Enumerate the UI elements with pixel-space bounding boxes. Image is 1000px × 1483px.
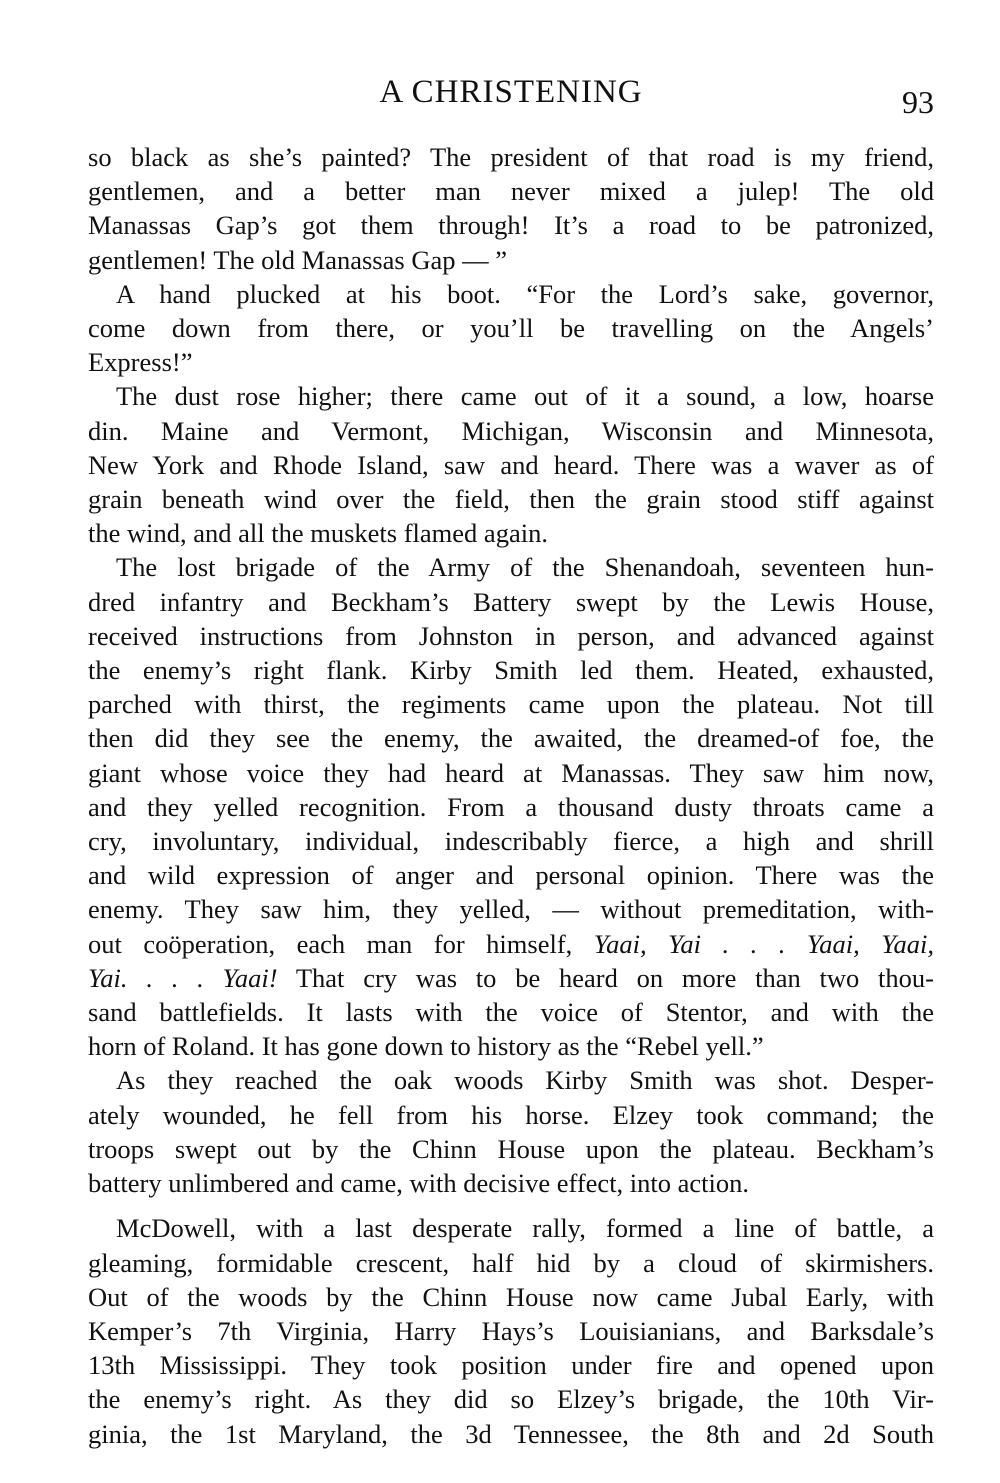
text-line: sand battlefields. It lasts with the voice of Stentor, and with the bbox=[88, 997, 934, 1028]
text-line: horn of Roland. It has gone down to history as the “Rebel yell.” bbox=[88, 1031, 764, 1062]
italic-yell: Yaai, Yai . . . Yaai, Yaai, bbox=[593, 928, 935, 959]
text-line: giant whose voice they had heard at Manassas. They saw him now, bbox=[88, 757, 934, 788]
text-line: then did they see the enemy, the awaited, the dreamed-of foe, the bbox=[88, 723, 934, 754]
text-line: A hand plucked at his boot. “For the Lord’s sake, governor, bbox=[116, 278, 934, 309]
text-line: din. Maine and Vermont, Michigan, Wisconsin and Minnesota, bbox=[88, 415, 934, 446]
text-line: The lost brigade of the Army of the Shenandoah, seventeen hun- bbox=[116, 552, 934, 583]
text-line: Express!” bbox=[88, 347, 193, 378]
body-text bbox=[88, 140, 934, 1451]
text-line bbox=[88, 961, 934, 995]
text-line: troops swept out by the Chinn House upon the plateau. Beckham’s bbox=[88, 1133, 934, 1164]
running-header bbox=[88, 72, 934, 122]
text-line: parched with thirst, the regiments came upon the plateau. Not till bbox=[88, 689, 934, 720]
text-line: Manassas Gap’s got them through! It’s a road to be patronized, bbox=[88, 210, 934, 241]
text-line: McDowell, with a last desperate rally, formed a line of battle, a bbox=[116, 1213, 934, 1244]
text-line: the enemy’s right. As they did so Elzey’s brigade, the 10th Vir- bbox=[88, 1384, 934, 1415]
italic-yell: Yai. . . . Yaai! bbox=[88, 962, 278, 993]
text-line: gleaming, formidable crescent, half hid by a cloud of skirmishers. bbox=[88, 1247, 934, 1278]
text-line: Kemper’s 7th Virginia, Harry Hays’s Louisianians, and Barksdale’s bbox=[88, 1315, 934, 1346]
text-line: grain beneath wind over the field, then the grain stood stiff against bbox=[88, 484, 934, 515]
text-line: enemy. They saw him, they yelled, — without premeditation, with- bbox=[88, 894, 934, 925]
text-span: out coöperation, each man for himself, bbox=[88, 928, 594, 959]
text-line: come down from there, or you’ll be travelling on the Angels’ bbox=[88, 313, 934, 344]
text-line: cry, involuntary, individual, indescribably fierce, a high and shrill bbox=[88, 826, 934, 857]
text-line: The dust rose higher; there came out of it a sound, a low, hoarse bbox=[116, 381, 934, 412]
text-line: and wild expression of anger and personal opinion. There was the bbox=[88, 860, 934, 891]
text-line: 13th Mississippi. They took position under fire and opened upon bbox=[88, 1350, 934, 1381]
text-line: so black as she’s painted? The president of that road is my friend, bbox=[88, 142, 934, 172]
text-line: the enemy’s right flank. Kirby Smith led them. Heated, exhausted, bbox=[88, 655, 934, 686]
text-line: battery unlimbered and came, with decisive effect, into action. bbox=[88, 1168, 750, 1199]
chapter-title: A CHRISTENING bbox=[379, 74, 643, 110]
text-line: and they yelled recognition. From a thousand dusty throats came a bbox=[88, 791, 934, 822]
text-line: New York and Rhode Island, saw and heard. There was a waver as of bbox=[88, 449, 934, 480]
text-line: dred infantry and Beckham’s Battery swept by the Lewis House, bbox=[88, 586, 934, 617]
text-line: As they reached the oak woods Kirby Smith was shot. Desper- bbox=[116, 1065, 934, 1096]
text-line: the wind, and all the muskets flamed again. bbox=[88, 518, 548, 549]
text-line bbox=[88, 927, 934, 961]
text-span: That cry was to be heard on more than two thou- bbox=[277, 962, 934, 993]
page-number: 93 bbox=[902, 84, 934, 120]
text-line: Out of the woods by the Chinn House now came Jubal Early, with bbox=[88, 1281, 934, 1312]
text-line: received instructions from Johnston in person, and advanced against bbox=[88, 620, 934, 651]
text-line: gentlemen! The old Manassas Gap — ” bbox=[88, 244, 507, 275]
text-line: ginia, the 1st Maryland, the 3d Tennessee, the 8th and 2d South bbox=[88, 1418, 934, 1449]
text-line: ately wounded, he fell from his horse. Elzey took command; the bbox=[88, 1099, 934, 1130]
text-line: gentlemen, and a better man never mixed a julep! The old bbox=[88, 176, 934, 207]
